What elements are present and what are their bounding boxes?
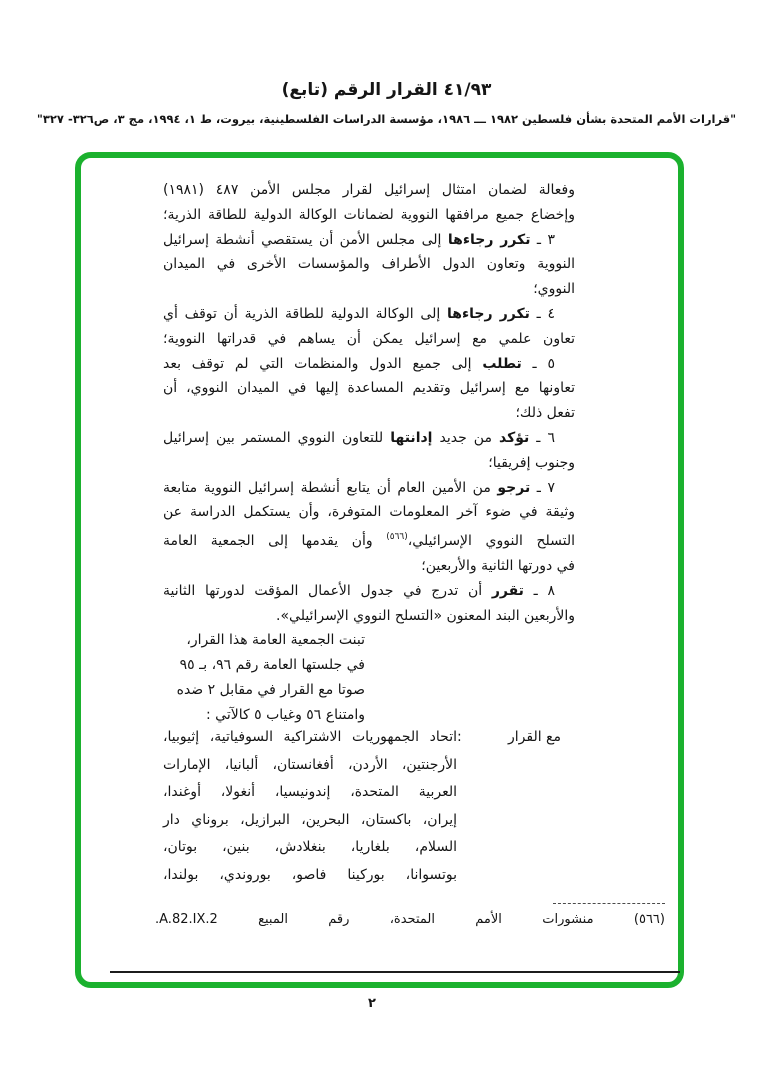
text-line bbox=[163, 554, 575, 579]
text-segment: ٤ ـ bbox=[529, 305, 555, 322]
text-line bbox=[163, 327, 575, 352]
vote-country-line: إيران، باكستان، البحرين، البرازيل، بروناي دار bbox=[163, 811, 457, 828]
text-line bbox=[163, 203, 575, 228]
text-segment: ٧ ـ bbox=[530, 479, 555, 496]
vote-label-cell bbox=[457, 724, 575, 889]
vote-country-line: بوتسوانا، بوركينا فاصو، بوروندي، بولندا، bbox=[163, 866, 457, 883]
text-segment: وامتناع ٥٦ وغياب ٥ كالآتي : bbox=[205, 706, 365, 723]
vote-colon: : bbox=[457, 729, 462, 745]
page-title bbox=[0, 80, 773, 100]
text-segment: إلى جميع الدول والمنظمات التي لم توقف بعد bbox=[163, 355, 483, 372]
text-line bbox=[163, 228, 575, 253]
clause-5 bbox=[163, 352, 575, 426]
vote-label: مع القرار bbox=[507, 729, 561, 745]
text-segment: تكرر رجاءها bbox=[447, 231, 531, 248]
text-line bbox=[163, 451, 575, 476]
text-line bbox=[163, 302, 575, 327]
text-segment: في جلستها العامة رقم ٩٦، بـ ٩٥ bbox=[179, 657, 365, 674]
vote-section bbox=[163, 724, 575, 889]
footnote-text: (٥٦٦) منشورات الأمم المتحدة، رقم المبيع A.82.IX.2. bbox=[155, 912, 665, 927]
text-segment: إدانتها bbox=[390, 429, 433, 446]
clause-7 bbox=[163, 476, 575, 579]
text-segment: ٨ ـ bbox=[523, 582, 555, 599]
title-number: ٤١/٩٣ bbox=[443, 80, 492, 100]
text-line bbox=[153, 628, 365, 653]
resolution-body bbox=[163, 178, 575, 728]
text-line bbox=[163, 178, 575, 203]
title-continued: (تابع) bbox=[281, 80, 328, 100]
text-segment: ترجو bbox=[497, 479, 531, 496]
text-line bbox=[163, 500, 575, 525]
source-citation: "قرارات الأمم المتحدة بشأن فلسطين ١٩٨٢ ـــ ١٩٨٦، مؤسسة الدراسات الفلسطينية، بيروت، ط ١، ١٩٩٤، مج ٣، ص٣٢٦- ٣٢٧" bbox=[36, 112, 737, 126]
text-line bbox=[163, 476, 575, 501]
clause-8 bbox=[163, 579, 575, 629]
text-line bbox=[163, 604, 575, 629]
text-segment: تبنت الجمعية العامة هذا القرار، bbox=[186, 632, 365, 649]
text-segment: وإخضاع جميع مرافقها النووية لضمانات الوكالة الدولية للطاقة الذرية؛ bbox=[163, 206, 575, 223]
text-segment: تكرر رجاءها bbox=[447, 305, 530, 322]
vote-country-line: اتحاد الجمهوريات الاشتراكية السوفياتية، إثيوبيا، bbox=[163, 729, 457, 745]
text-segment: وثيقة في ضوء آخر المعلومات المتوفرة، وأن يستكمل الدراسة عن bbox=[163, 504, 575, 521]
vote-country-line: الأرجنتين، الأردن، أفغانستان، ألبانيا، الإمارات bbox=[163, 756, 457, 773]
text-line bbox=[163, 426, 575, 451]
footnote-ref: (٥٦٦) bbox=[386, 532, 408, 543]
clause-6 bbox=[163, 426, 575, 476]
text-segment: تؤكد bbox=[499, 429, 530, 446]
text-segment: ٣ ـ bbox=[530, 231, 555, 248]
text-segment: والأربعين البند المعنون «التسلح النووي الإسرائيلي». bbox=[276, 607, 575, 624]
text-segment: النووية وتعاون الدول الأطراف والمؤسسات الأخرى في الميدان bbox=[163, 256, 575, 273]
text-segment: للتعاون النووي المستمر بين إسرائيل bbox=[163, 429, 391, 446]
text-segment: إلى الوكالة الدولية للطاقة الذرية أن توقف أي bbox=[163, 305, 447, 322]
text-segment: وفعالة لضمان امتثال إسرائيل لقرار مجلس الأمن ٤٨٧ (١٩٨١) bbox=[163, 182, 575, 198]
text-segment: ٥ ـ bbox=[521, 355, 555, 372]
text-line bbox=[153, 653, 365, 678]
clause-2-continuation bbox=[163, 178, 575, 228]
text-line bbox=[163, 401, 575, 426]
text-segment: تفعل ذلك؛ bbox=[515, 405, 575, 422]
vote-country-list bbox=[163, 724, 457, 889]
clause-3 bbox=[163, 228, 575, 302]
text-segment: أن تدرج في جدول الأعمال المؤقت لدورتها الثانية bbox=[163, 582, 492, 599]
text-line bbox=[163, 525, 575, 554]
text-line bbox=[163, 352, 575, 377]
text-segment: النووي؛ bbox=[533, 281, 575, 298]
footnote-separator bbox=[553, 903, 665, 904]
scan-page-edge-line bbox=[110, 971, 680, 973]
text-line bbox=[163, 579, 575, 604]
title-label: القرار الرقم bbox=[333, 80, 438, 100]
vote-country-line: العربية المتحدة، إندونيسيا، أنغولا، أوغندا، bbox=[163, 784, 457, 800]
text-line bbox=[163, 277, 575, 302]
text-segment: في دورتها الثانية والأربعين؛ bbox=[421, 557, 575, 574]
vote-country-line: السلام، بلغاريا، بنغلادش، بنين، بوتان، bbox=[163, 839, 457, 855]
text-segment: صوتا مع القرار في مقابل ٢ ضده bbox=[176, 681, 365, 698]
text-segment: وأن يقدمها إلى الجمعية العامة bbox=[163, 533, 387, 550]
text-segment: ٦ ـ bbox=[529, 429, 555, 446]
text-line bbox=[163, 376, 575, 401]
text-segment: وجنوب إفريقيا؛ bbox=[488, 454, 575, 471]
text-segment: تعاون علمي مع إسرائيل يمكن أن يساهم في قدراتها النووية؛ bbox=[163, 330, 575, 347]
text-segment: من الأمين العام أن يتابع أنشطة إسرائيل النووية متابعة bbox=[163, 479, 498, 496]
adoption-statement bbox=[153, 628, 365, 727]
text-segment: تطلب bbox=[482, 355, 522, 372]
text-segment: تقرر bbox=[491, 582, 524, 599]
clause-4 bbox=[163, 302, 575, 352]
text-line bbox=[163, 252, 575, 277]
text-segment: تعاونها مع إسرائيل وتقديم المساعدة إليها في الميدان النووي، أن bbox=[163, 380, 575, 397]
page-number: ٢ bbox=[368, 996, 376, 1011]
text-line bbox=[153, 678, 365, 703]
text-segment: من جديد bbox=[432, 429, 499, 446]
text-segment: التسلح النووي الإسرائيلي، bbox=[407, 533, 575, 550]
text-segment: إلى مجلس الأمن أن يستقصي أنشطة إسرائيل bbox=[163, 231, 448, 248]
